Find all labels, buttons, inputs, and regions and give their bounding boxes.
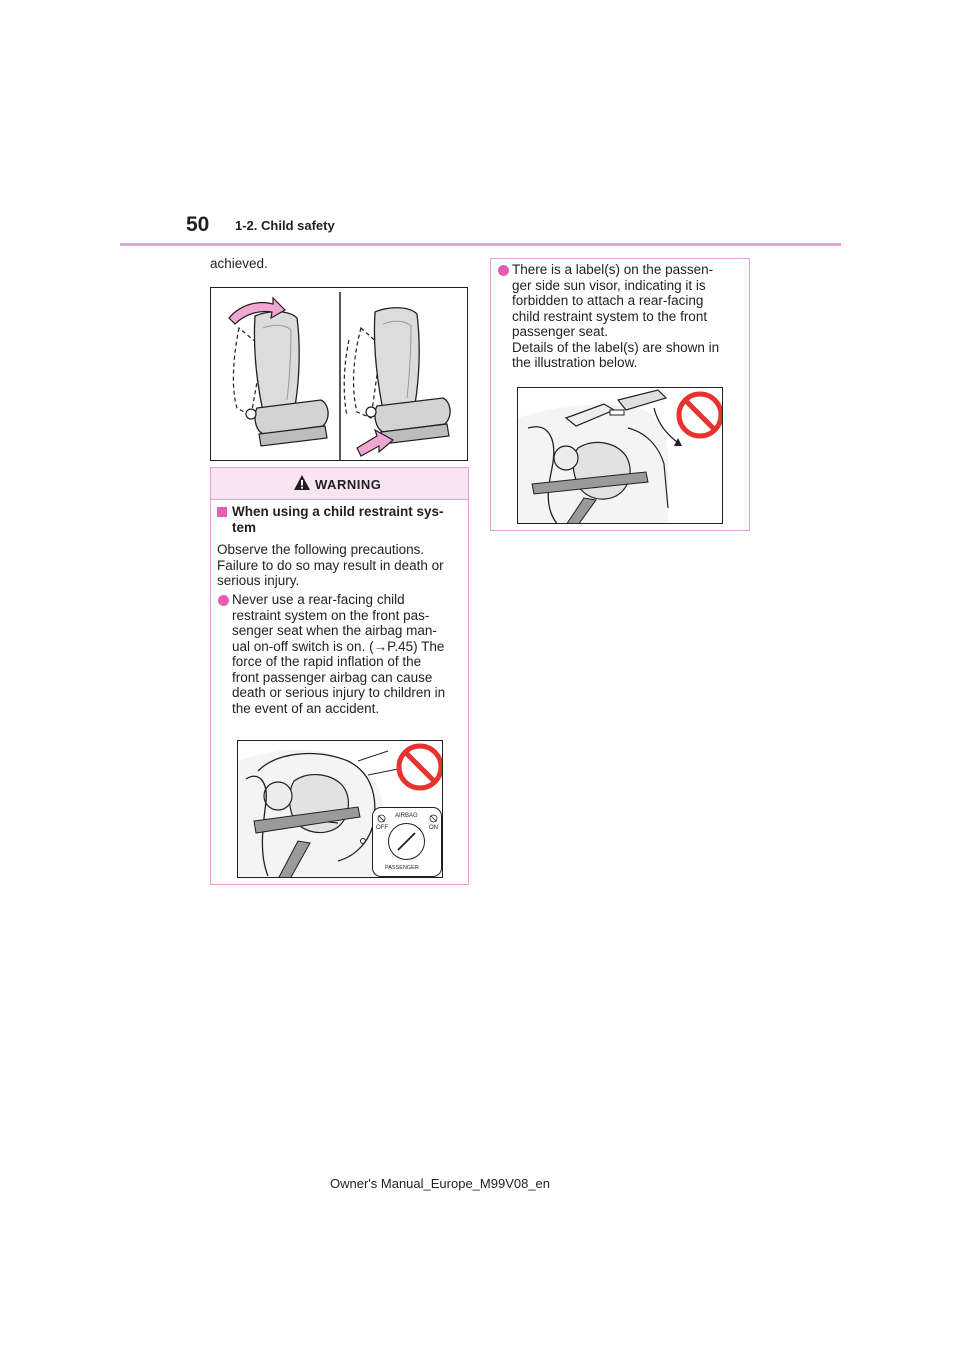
warning-bullet-line: Never use a rear-facing child [232,592,405,607]
info-bullet-line: There is a label(s) on the passen- [512,262,714,277]
warning-round-bullet [218,595,229,606]
sun-visor-illustration [518,388,723,524]
warning-intro-line: serious injury. [217,573,300,588]
airbag-off-icon [377,814,386,823]
warning-bullet-line: the event of an accident. [232,700,380,716]
passenger-label: PASSENGER [385,865,419,871]
warning-subheading-line: When using a child restraint sys- [232,504,444,519]
warning-bullet-text [232,592,445,716]
footer-text: Owner's Manual_Europe_M99V08_en [330,1176,551,1191]
seat-illustration [211,288,468,461]
warning-intro-line: Observe the following precautions. [217,542,425,557]
airbag-switch-figure [237,740,443,878]
warning-box [210,467,469,885]
warning-intro [217,542,444,589]
warning-subheading [232,504,444,535]
info-bullet-line: Details of the label(s) are shown in [512,339,720,355]
info-bullet-line: forbidden to attach a rear-facing [512,293,704,308]
airbag-label: AIRBAG [395,813,418,819]
warning-bullet-line: restraint system on the front pas- [232,607,430,623]
warning-bullet-line: ual on-off switch is on. (→P.45) The [232,638,445,654]
subheading-square-bullet [217,507,227,517]
info-bullet-line: the illustration below. [512,355,638,370]
seat-adjust-figure [210,287,468,461]
airbag-off-label: OFF [376,825,388,831]
warning-title: WARNING [315,477,382,492]
info-bullet-line: ger side sun visor, indicating it is [512,277,706,293]
warning-triangle-icon [293,474,311,491]
section-title: 1-2. Child safety [235,218,335,233]
warning-header [211,468,468,500]
airbag-on-label: ON [429,825,438,831]
warning-subheading-line: tem [232,519,257,535]
sun-visor-info-box [490,258,750,531]
info-bullet-line: child restraint system to the front [512,308,708,324]
airbag-on-icon [429,814,438,823]
sun-visor-figure [517,387,723,524]
airbag-switch-callout [372,807,442,877]
page-number: 50 [186,213,210,236]
info-bullet-line: passenger seat. [512,324,609,339]
warning-bullet-line: death or serious injury to children in [232,685,446,700]
warning-intro-line: Failure to do so may result in death or [217,557,444,573]
lead-text: achieved. [210,256,268,271]
info-round-bullet [498,265,509,276]
warning-bullet-line: front passenger airbag can cause [232,669,433,685]
warning-bullet-line: force of the rapid inflation of the [232,654,422,669]
header-rule [120,243,841,246]
info-bullet-text [512,262,719,371]
key-slot-icon [388,823,425,860]
warning-bullet-line: senger seat when the airbag man- [232,623,437,638]
